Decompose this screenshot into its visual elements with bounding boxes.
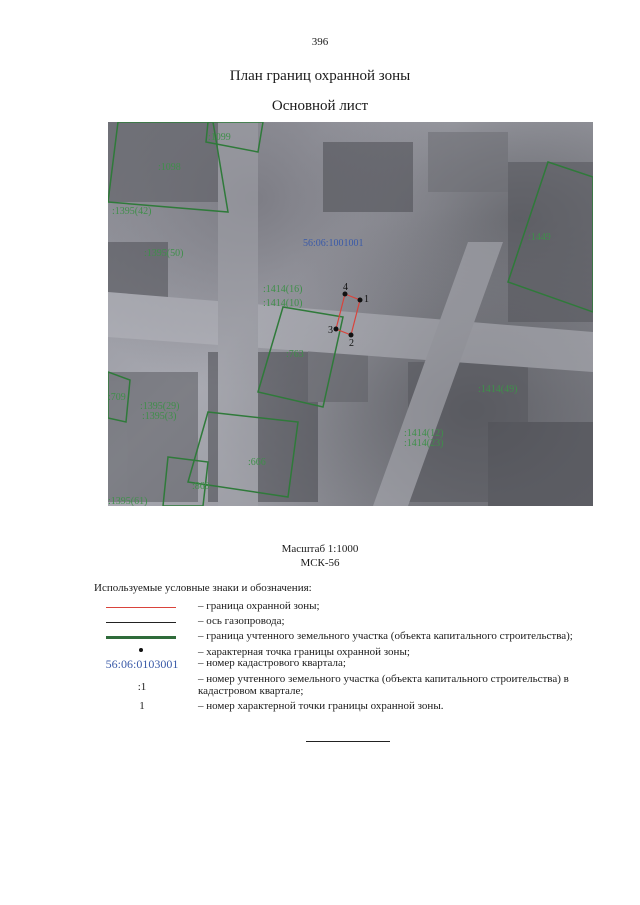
- label-1414-12: :1414(12): [404, 428, 444, 439]
- legend-symbol-point-number: [94, 700, 190, 714]
- legend-symbol-parcel-number: [94, 681, 190, 695]
- point-number-2: 2: [349, 338, 354, 349]
- label-1414-49: :1414(49): [478, 384, 518, 395]
- map-background-features: [108, 122, 593, 506]
- aerial-map: [108, 122, 593, 506]
- legend-text-pipeline-axis: – ось газопровода;: [198, 615, 285, 627]
- label-709: :709: [108, 392, 126, 403]
- coordinate-system: МСК-56: [300, 557, 340, 569]
- label-1449: :1449: [528, 232, 551, 243]
- label-1099: :1099: [208, 132, 231, 143]
- legend-row-parcel-number: [94, 673, 594, 701]
- label-869: :869: [192, 481, 210, 492]
- page-subtitle: Основной лист: [271, 98, 369, 114]
- legend-text-zone-border: – граница охранной зоны;: [198, 600, 320, 612]
- legend-header: Используемые условные знаки и обозначения:: [94, 582, 312, 594]
- legend-row-pipeline-axis: [94, 615, 594, 629]
- label-1414-16: :1414(16): [263, 284, 303, 295]
- legend-text-char-point: – характерная точка границы охранной зоны;: [198, 646, 410, 658]
- point-number-example: 1: [139, 700, 145, 712]
- legend-text-parcel-border: – граница учтенного земельного участка (объекта капитального строительства);: [198, 630, 573, 642]
- label-666: :666: [248, 457, 266, 468]
- label-763: :763: [286, 349, 304, 360]
- page-number: 396: [311, 36, 329, 48]
- legend-symbol-quarter-number: [94, 657, 190, 671]
- label-1414-23: :1414(23): [404, 438, 444, 449]
- map-overlay: [108, 122, 593, 506]
- legend-symbol-pipeline-axis: [94, 615, 190, 629]
- red-line-symbol: [106, 607, 176, 608]
- quarter-label: 56:06:1001001: [303, 238, 364, 249]
- legend-row-point-number: [94, 700, 594, 714]
- label-1395-29: :1395(29): [140, 401, 180, 412]
- label-1395-3: :1395(3): [142, 411, 177, 422]
- footer-divider: [306, 741, 390, 742]
- point-number-3: 3: [328, 325, 333, 336]
- legend-symbol-parcel-border: [94, 630, 190, 644]
- legend-text-quarter-number: – номер кадастрового квартала;: [198, 657, 346, 669]
- point-number-4: 4: [343, 282, 348, 293]
- map-scale: Масштаб 1:1000: [281, 543, 359, 555]
- legend-text-point-number: – номер характерной точки границы охранной зоны.: [198, 700, 444, 712]
- legend-text-parcel-number: – номер учтенного земельного участка (объекта капитального строительства) в кадастровом квартале;: [198, 673, 569, 697]
- quarter-number-example: 56:06:0103001: [105, 657, 179, 671]
- label-1414-10: :1414(10): [263, 298, 303, 309]
- label-1395-42: :1395(42): [112, 206, 152, 217]
- label-1395-61: :1395(61): [108, 496, 148, 506]
- parcel-number-example: :1: [137, 681, 147, 693]
- legend-symbol-zone-border: [94, 600, 190, 614]
- legend-row-parcel-border: [94, 630, 594, 644]
- green-line-symbol: [106, 636, 176, 639]
- black-line-symbol: [106, 622, 176, 623]
- label-1098: :1098: [158, 162, 181, 173]
- label-1395-50: :1395(50): [144, 248, 184, 259]
- point-number-1: 1: [364, 294, 369, 305]
- legend-row-zone-border: [94, 600, 594, 614]
- point-symbol: [139, 648, 143, 652]
- page-title: План границ охранной зоны: [229, 68, 411, 84]
- legend-row-quarter-number: [94, 657, 594, 671]
